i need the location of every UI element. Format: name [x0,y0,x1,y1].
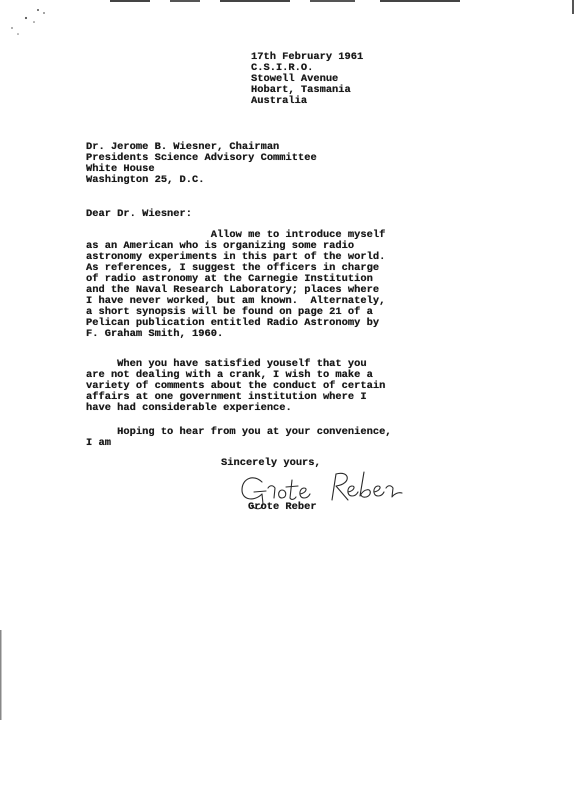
recipient-name: Dr. Jerome B. Wiesner, Chairman [86,141,280,153]
page-left-edge-marks [0,630,4,720]
page-right-edge-marks [570,0,578,60]
body-paragraph-1 [86,230,385,340]
paragraph-line: Pelican publication entitled Radio Astronomy by [86,317,380,329]
paragraph-line: and the Naval Research Laboratory; places where [86,284,380,296]
paragraph-line: I am [86,437,111,449]
paragraph-line: Hoping to hear from you at your convenience, [86,426,392,438]
closing-text: Sincerely yours, [221,457,321,469]
paragraph-line: Allow me to introduce myself [86,229,386,241]
signer-name-text: Grote Reber [248,501,317,513]
letter-date: 17th February 1961 [251,51,364,63]
sender-city: Hobart, Tasmania [251,84,351,96]
sender-address-block [251,52,363,107]
paragraph-line: affairs at one government institution where I [86,391,367,403]
recipient-address-block [86,142,317,186]
sender-organization: C.S.I.R.O. [251,62,314,74]
salutation-text: Dear Dr. Wiesner: [86,208,193,220]
paragraph-line: have had considerable experience. [86,402,292,414]
paragraph-line: of radio astronomy at the Carnegie Institution [86,273,373,285]
corner-specks [4,4,54,40]
paragraph-line: astronomy experiments in this part of the world. [86,251,386,263]
body-paragraph-3 [86,427,392,449]
paragraph-line: When you have satisfied youself that you [86,358,367,370]
recipient-city: Washington 25, D.C. [86,174,205,186]
sender-street: Stowell Avenue [251,73,339,85]
body-paragraph-2 [86,359,385,414]
paragraph-line: F. Graham Smith, 1960. [86,328,224,340]
paragraph-line: I have never worked, but am known. Alternately, [86,295,386,307]
paragraph-line: a short synopsis will be found on page 21 of a [86,306,373,318]
recipient-committee: Presidents Science Advisory Committee [86,152,317,164]
page-top-edge-marks [110,0,490,3]
paragraph-line: as an American who is organizing some radio [86,240,355,252]
paragraph-line: are not dealing with a crank, I wish to make a [86,369,373,381]
recipient-building: White House [86,163,155,175]
sender-country: Australia [251,95,308,107]
salutation [86,209,192,220]
signer-typed-name [248,502,317,513]
paragraph-line: As references, I suggest the officers in charge [86,262,380,274]
paragraph-line: variety of comments about the conduct of certain [86,380,386,392]
